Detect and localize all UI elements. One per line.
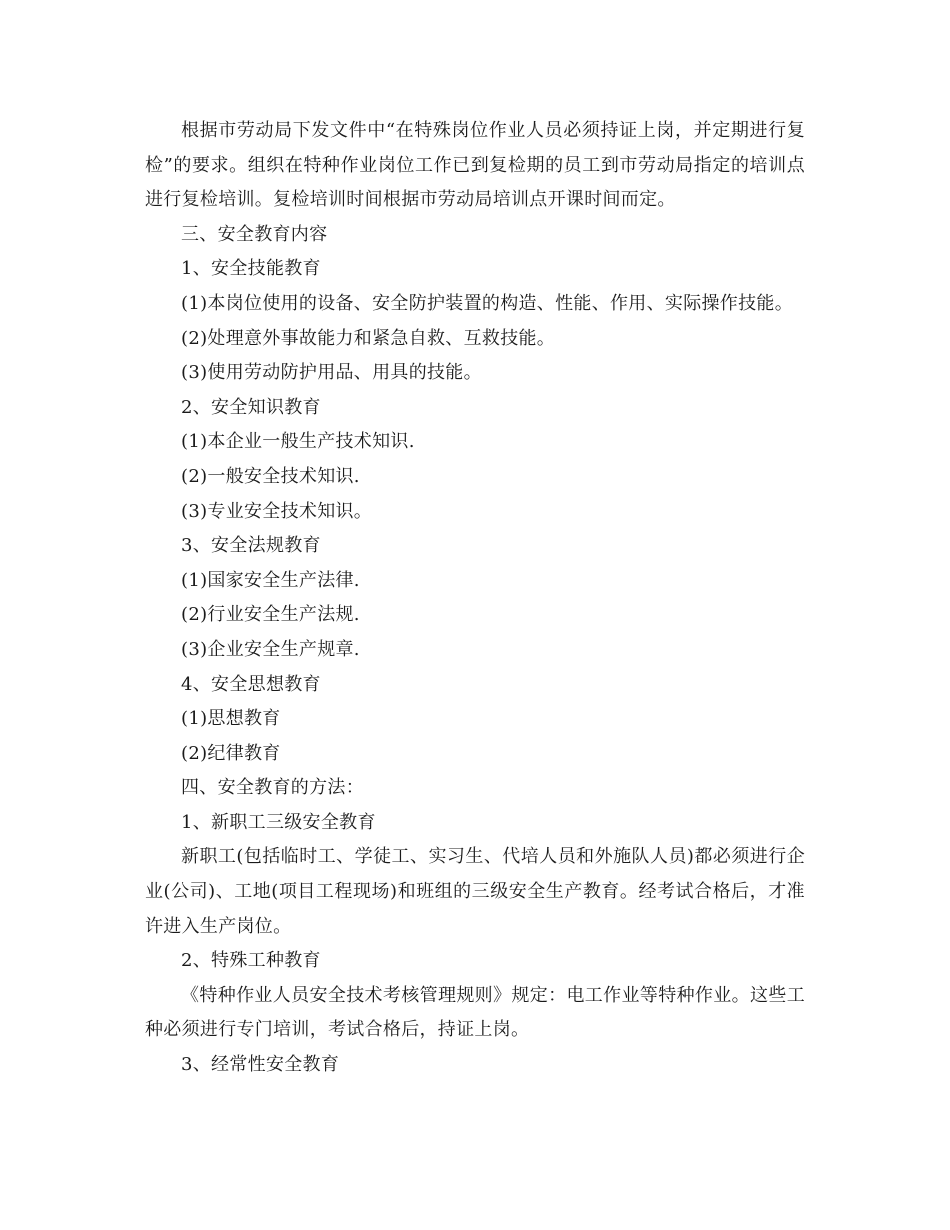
heading-safety-education-content: 三、安全教育内容 bbox=[181, 223, 328, 245]
list-item: (2)一般安全技术知识. bbox=[181, 465, 360, 487]
subheading-safety-skills: 1、安全技能教育 bbox=[181, 258, 321, 280]
list-item: (1)本企业一般生产技术知识. bbox=[181, 431, 415, 453]
list-item: (1)思想教育 bbox=[181, 708, 281, 730]
list-item: (3)专业安全技术知识。 bbox=[181, 500, 373, 522]
subheading-safety-regulations: 3、安全法规教育 bbox=[181, 535, 321, 557]
list-item: (1)本岗位使用的设备、安全防护装置的构造、性能、作用、实际操作技能。 bbox=[181, 292, 793, 314]
heading-education-methods: 四、安全教育的方法： bbox=[181, 777, 364, 799]
list-item: (2)行业安全生产法规. bbox=[181, 604, 360, 626]
list-item: (2)处理意外事故能力和紧急自救、互救技能。 bbox=[181, 327, 556, 349]
list-item: (3)使用劳动防护用品、用具的技能。 bbox=[181, 362, 482, 384]
document-body bbox=[145, 114, 805, 1083]
subheading-new-employee-education: 1、新职工三级安全教育 bbox=[181, 811, 376, 833]
list-item: (2)纪律教育 bbox=[181, 742, 281, 764]
subheading-safety-knowledge: 2、安全知识教育 bbox=[181, 396, 321, 418]
subheading-regular-safety-education: 3、经常性安全教育 bbox=[181, 1054, 340, 1076]
list-item: (1)国家安全生产法律. bbox=[181, 569, 360, 591]
paragraph-recheck-training: 根据市劳动局下发文件中“在特殊岗位作业人员必须持证上岗，并定期进行复检”的要求。组织在特种作业岗位工作已到复检期的员工到市劳动局指定的培训点进行复检培训。复检培训时间根据市劳动局培训点开课时间而定。 bbox=[145, 120, 805, 211]
list-item: (3)企业安全生产规章. bbox=[181, 638, 360, 660]
subheading-safety-ideology: 4、安全思想教育 bbox=[181, 673, 321, 695]
subheading-special-trade-education: 2、特殊工种教育 bbox=[181, 950, 321, 972]
paragraph-special-trade-education: 《特种作业人员安全技术考核管理规则》规定：电工作业等特种作业。这些工种必须进行专门培训，考试合格后，持证上岗。 bbox=[145, 984, 805, 1041]
paragraph-new-employee-education: 新职工(包括临时工、学徒工、实习生、代培人员和外施队人员)都必须进行企业(公司)、工地(项目工程现场)和班组的三级安全生产教育。经考试合格后，才准许进入生产岗位。 bbox=[145, 846, 805, 937]
